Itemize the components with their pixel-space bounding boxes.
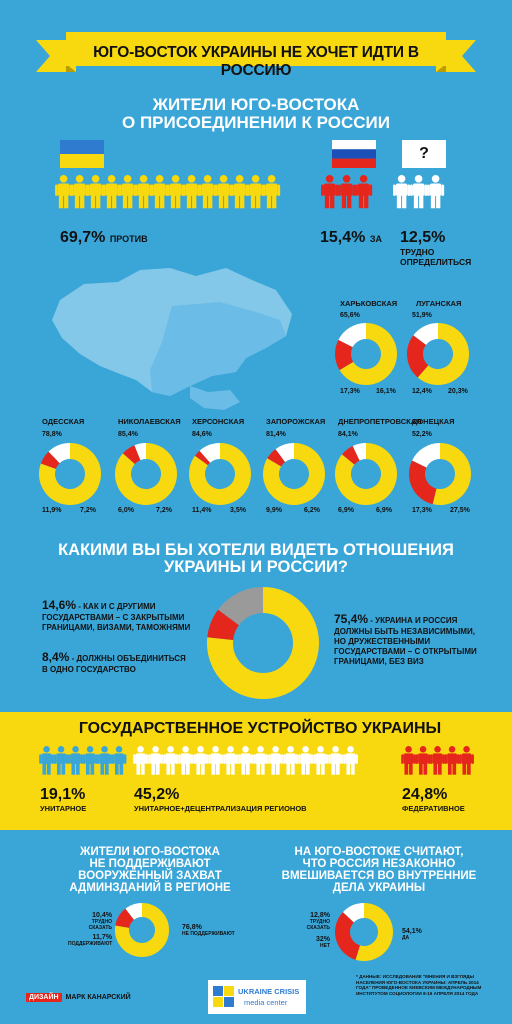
person-icon bbox=[112, 746, 127, 775]
design-label: ДИЗАЙН bbox=[26, 993, 62, 1002]
section2-title bbox=[40, 542, 472, 577]
against-value: 69,7% bbox=[60, 229, 106, 246]
region-luhansk-name: ЛУГАНСКАЯ bbox=[416, 299, 462, 308]
right-unsure-label: ТРУДНО СКАЗАТЬ bbox=[306, 919, 330, 931]
person-icon bbox=[167, 175, 184, 208]
closed-borders-segment bbox=[228, 600, 263, 617]
region-against: 81,4% bbox=[266, 431, 286, 438]
unite-pct: 8,4% bbox=[42, 650, 70, 664]
unsure-segment bbox=[54, 451, 70, 457]
unsure-segment bbox=[420, 331, 438, 340]
person-icon bbox=[238, 746, 253, 775]
person-icon bbox=[133, 746, 148, 775]
section1-title-line1: ЖИТЕЛИ ЮГО-ВОСТОКА bbox=[152, 95, 360, 114]
relations-closed-borders bbox=[42, 598, 212, 633]
region-luhansk-for: 20,3% bbox=[448, 388, 468, 395]
region-kharkiv-for: 16,1% bbox=[376, 388, 396, 395]
region-against: 52,2% bbox=[412, 431, 432, 438]
person-icon bbox=[87, 175, 104, 208]
unite-line1: - ДОЛЖНЫ ОБЪЕДИНИТЬСЯ bbox=[71, 654, 186, 663]
section1-title bbox=[80, 96, 432, 132]
independent-line1: - УКРАИНА И РОССИЯ bbox=[370, 616, 458, 625]
region-name: ХЕРСОНСКАЯ bbox=[192, 417, 245, 426]
left-title-line4: АДМИНЗДАНИЙ В РЕГИОНЕ bbox=[69, 882, 231, 895]
region-for: 6,2% bbox=[304, 507, 320, 514]
unite-line2: В ОДНО ГОСУДАРСТВО bbox=[42, 665, 136, 674]
logo-line1: UKRAINE CRISIS bbox=[238, 987, 300, 996]
federal-label: ФЕДЕРАТИВНОЕ bbox=[402, 804, 465, 813]
relations-donut bbox=[206, 586, 320, 700]
people-against-group bbox=[56, 175, 286, 215]
left-title-line3: ВООРУЖЕННЫЙ ЗАХВАТ bbox=[78, 870, 222, 883]
person-icon bbox=[343, 746, 358, 775]
closed-borders-pct: 14,6% bbox=[42, 598, 77, 612]
interference-donut bbox=[334, 902, 394, 962]
unsure-segment bbox=[419, 451, 440, 464]
unsure-segment bbox=[346, 331, 366, 344]
person-icon bbox=[268, 746, 283, 775]
person-icon bbox=[119, 175, 136, 208]
source-note bbox=[356, 974, 498, 997]
left-against bbox=[182, 924, 235, 937]
person-icon bbox=[410, 175, 427, 208]
right-yes-label: ДА bbox=[402, 935, 410, 941]
note-line2: НАСЕЛЕНИЯ ЮГО-ВОСТОКА УКРАИНЫ: АПРЕЛЬ 2014 bbox=[356, 979, 479, 985]
closed-borders-line1: - КАК И С ДРУГИМИ bbox=[78, 602, 156, 611]
region-name: ДОНЕЦКАЯ bbox=[412, 417, 455, 426]
for-segment bbox=[348, 453, 356, 459]
people-unitary-group bbox=[40, 746, 130, 780]
right-no-value: 32% bbox=[315, 936, 330, 943]
region-donut bbox=[334, 442, 398, 506]
person-icon bbox=[313, 746, 328, 775]
right-unsure-value: 12,8% bbox=[310, 912, 330, 919]
left-support-label: ПОДДЕРЖИВАЮТ bbox=[68, 941, 113, 947]
right-no bbox=[286, 936, 330, 949]
person-icon bbox=[459, 746, 474, 775]
note-line4: ИНСТИТУТОМ СОЦИОЛОГИИ 8-16 АПРЕЛЯ 2014 ГОДА bbox=[356, 991, 479, 997]
person-icon bbox=[215, 175, 232, 208]
region-for: 3,5% bbox=[230, 507, 246, 514]
relations-unite bbox=[42, 650, 212, 675]
region-kharkiv-donut bbox=[334, 322, 398, 386]
person-icon bbox=[416, 746, 431, 775]
no-segment bbox=[343, 917, 358, 952]
left-unsure-label: ТРУДНО СКАЗАТЬ bbox=[88, 919, 112, 931]
person-icon bbox=[151, 175, 168, 208]
section1-title-line2: О ПРИСОЕДИНЕНИИ К РОССИИ bbox=[122, 112, 390, 132]
region-name: НИКОЛАЕВСКАЯ bbox=[118, 417, 181, 426]
decentral-value: 45,2% bbox=[134, 786, 180, 803]
region-unsure: 11,4% bbox=[192, 507, 212, 514]
hard-to-say-segment bbox=[130, 910, 142, 914]
unsure-stat bbox=[400, 229, 471, 267]
person-icon bbox=[263, 175, 280, 208]
region-for: 27,5% bbox=[450, 507, 470, 514]
person-icon bbox=[55, 175, 72, 208]
region-for: 7,2% bbox=[156, 507, 172, 514]
person-icon bbox=[231, 175, 248, 208]
left-against-value: 76,8% bbox=[182, 924, 202, 931]
person-icon bbox=[199, 175, 216, 208]
left-title-line1: ЖИТЕЛИ ЮГО-ВОСТОКА bbox=[80, 846, 220, 858]
person-icon bbox=[71, 175, 88, 208]
note-line1: * ДАННЫЕ: ИССЛЕДОВАНИЕ "МНЕНИЯ И ВЗГЛЯДЫ bbox=[356, 974, 475, 979]
against-label: ПРОТИВ bbox=[109, 234, 148, 244]
closed-borders-line2: ГОСУДАРСТВАМИ – С ЗАКРЫТЫМИ bbox=[42, 613, 185, 622]
person-icon bbox=[193, 746, 208, 775]
russia-flag-icon bbox=[332, 140, 376, 168]
region-kharkiv-unsure: 17,3% bbox=[340, 388, 360, 395]
independent-line4: ГОСУДАРСТВАМИ – С ОТКРЫТЫМИ bbox=[334, 647, 477, 656]
for-label: ЗА bbox=[369, 234, 382, 244]
relations-independent bbox=[334, 612, 506, 667]
unsure-segment bbox=[356, 451, 366, 453]
decentral-label: УНИТАРНОЕ+ДЕЦЕНТРАЛИЗАЦИЯ РЕГИОНОВ bbox=[134, 804, 307, 813]
hard-to-say-segment bbox=[348, 911, 364, 918]
person-icon bbox=[253, 746, 268, 775]
page-title: ЮГО-ВОСТОК УКРАИНЫ НЕ ХОЧЕТ ИДТИ В РОССИЮ bbox=[93, 44, 419, 79]
person-icon bbox=[178, 746, 193, 775]
region-unsure: 9,9% bbox=[266, 507, 282, 514]
person-icon bbox=[208, 746, 223, 775]
ukraine-flag-icon bbox=[60, 140, 104, 168]
region-for: 6,9% bbox=[376, 507, 392, 514]
person-icon bbox=[163, 746, 178, 775]
section4-left-title bbox=[50, 846, 250, 894]
right-title-line2: ЧТО РОССИЯ НЕЗАКОННО bbox=[302, 858, 456, 871]
person-icon bbox=[445, 746, 460, 775]
section2-title-line2: УКРАИНЫ И РОССИИ? bbox=[163, 558, 348, 577]
logo-line2: media center bbox=[244, 998, 288, 1007]
left-support bbox=[68, 934, 112, 947]
person-icon bbox=[401, 746, 416, 775]
for-stat bbox=[320, 229, 382, 247]
designer-name: МАРК КАНАРСКИЙ bbox=[65, 994, 131, 1001]
person-icon bbox=[328, 746, 343, 775]
ucmc-logo[interactable] bbox=[208, 980, 306, 1014]
for-segment bbox=[48, 457, 54, 466]
unsure-value: 12,5% bbox=[400, 229, 446, 246]
people-unsure-group bbox=[394, 175, 454, 215]
closed-borders-line3: ГРАНИЦАМИ, ВИЗАМИ, ТАМОЖНЯМИ bbox=[42, 623, 191, 632]
left-support-value: 11,7% bbox=[92, 934, 112, 941]
region-donut bbox=[262, 442, 326, 506]
right-title-line1: НА ЮГО-ВОСТОКЕ СЧИТАЮТ, bbox=[294, 846, 464, 858]
person-icon bbox=[54, 746, 69, 775]
region-kharkiv-name: ХАРЬКОВСКАЯ bbox=[340, 299, 398, 308]
unsure-segment bbox=[280, 451, 294, 456]
design-credit bbox=[26, 994, 131, 1001]
unitary-stat bbox=[40, 786, 86, 813]
right-yes bbox=[402, 928, 422, 941]
left-title-line2: НЕ ПОДДЕРЖИВАЮТ bbox=[89, 858, 211, 871]
person-icon bbox=[427, 175, 444, 208]
right-unsure bbox=[286, 912, 330, 931]
person-icon bbox=[135, 175, 152, 208]
region-unsure: 11,9% bbox=[42, 507, 62, 514]
region-donut bbox=[114, 442, 178, 506]
region-name: ОДЕССКАЯ bbox=[42, 417, 85, 426]
people-decentral-group bbox=[134, 746, 364, 780]
person-icon bbox=[103, 175, 120, 208]
person-icon bbox=[338, 175, 355, 208]
region-against: 84,6% bbox=[192, 431, 212, 438]
for-segment bbox=[129, 453, 138, 459]
right-title-line3: ВМЕШИВАЕТСЯ ВО ВНУТРЕННИЕ bbox=[281, 870, 477, 883]
people-federal-group bbox=[402, 746, 482, 780]
against-stat bbox=[60, 229, 148, 247]
person-icon bbox=[148, 746, 163, 775]
people-for-group bbox=[322, 175, 382, 215]
right-yes-value: 54,1% bbox=[402, 928, 422, 935]
person-icon bbox=[283, 746, 298, 775]
section4-right-title bbox=[268, 846, 490, 894]
person-icon bbox=[97, 746, 112, 775]
section2-title-line1: КАКИМИ ВЫ БЫ ХОТЕЛИ ВИДЕТЬ ОТНОШЕНИЯ bbox=[58, 541, 454, 559]
ucmc-logo-icon bbox=[213, 986, 235, 1008]
for-value: 15,4% bbox=[320, 229, 366, 246]
region-against: 85,4% bbox=[118, 431, 138, 438]
person-icon bbox=[83, 746, 98, 775]
section3-title: ГОСУДАРСТВЕННОЕ УСТРОЙСТВО УКРАИНЫ bbox=[78, 720, 442, 737]
unsure-label-line1: ТРУДНО bbox=[400, 247, 435, 257]
person-icon bbox=[298, 746, 313, 775]
unite-segment bbox=[220, 617, 228, 638]
unsure-label-line2: ОПРЕДЕЛИТЬСЯ bbox=[400, 257, 472, 267]
person-icon bbox=[39, 746, 54, 775]
federal-value: 24,8% bbox=[402, 786, 448, 803]
person-icon bbox=[68, 746, 83, 775]
region-against: 78,8% bbox=[42, 431, 62, 438]
for-segment bbox=[343, 344, 346, 366]
person-icon bbox=[223, 746, 238, 775]
region-against: 84,1% bbox=[338, 431, 358, 438]
for-segment bbox=[274, 456, 280, 463]
region-donut bbox=[38, 442, 102, 506]
region-unsure: 17,3% bbox=[412, 507, 432, 514]
left-against-label: НЕ ПОДДЕРЖИВАЮТ bbox=[182, 931, 235, 937]
region-donut bbox=[188, 442, 252, 506]
person-icon bbox=[393, 175, 410, 208]
unsure-segment bbox=[205, 451, 220, 457]
person-icon bbox=[430, 746, 445, 775]
region-name: ДНЕПРОПЕТРОВСКАЯ bbox=[338, 417, 422, 426]
region-luhansk-unsure: 12,4% bbox=[412, 388, 432, 395]
support-segment bbox=[122, 914, 129, 926]
independent-pct: 75,4% bbox=[334, 612, 369, 626]
unitary-value: 19,1% bbox=[40, 786, 86, 803]
person-icon bbox=[355, 175, 372, 208]
region-kharkiv-against: 65,6% bbox=[340, 312, 360, 319]
region-luhansk-against: 51,9% bbox=[412, 312, 432, 319]
region-unsure: 6,9% bbox=[338, 507, 354, 514]
left-unsure-value: 10,4% bbox=[92, 912, 112, 919]
independent-line2: ДОЛЖНЫ БЫТЬ НЕЗАВИСИМЫМИ, bbox=[334, 627, 475, 636]
region-for: 7,2% bbox=[80, 507, 96, 514]
federal-stat bbox=[402, 786, 465, 813]
right-title-line4: ДЕЛА УКРАИНЫ bbox=[332, 882, 426, 895]
unknown-flag-icon: ? bbox=[402, 140, 446, 168]
region-unsure: 6,0% bbox=[118, 507, 134, 514]
independent-line3: НО ДРУЖЕСТВЕННЫМИ bbox=[334, 637, 431, 646]
note-line3: ГОДА" ПРОВЕДЕННОЕ КИЕВСКИМ МЕЖДУНАРОДНЫМ bbox=[356, 985, 482, 991]
building-seizure-donut bbox=[114, 902, 170, 958]
region-luhansk-donut bbox=[406, 322, 470, 386]
unitary-label: УНИТАРНОЕ bbox=[40, 804, 87, 813]
for-segment bbox=[417, 464, 435, 496]
right-no-label: НЕТ bbox=[320, 943, 330, 949]
ukraine-map bbox=[40, 262, 300, 412]
decentral-stat bbox=[134, 786, 307, 813]
for-segment bbox=[415, 340, 423, 371]
independent-line5: ГРАНИЦАМИ, БЕЗ ВИЗ bbox=[334, 657, 424, 666]
person-icon bbox=[183, 175, 200, 208]
region-donut bbox=[408, 442, 472, 506]
for-segment bbox=[201, 457, 204, 461]
person-icon bbox=[247, 175, 264, 208]
left-unsure bbox=[68, 912, 112, 931]
person-icon bbox=[321, 175, 338, 208]
unsure-segment bbox=[137, 451, 146, 453]
region-name: ЗАПОРОЖСКАЯ bbox=[266, 417, 326, 426]
